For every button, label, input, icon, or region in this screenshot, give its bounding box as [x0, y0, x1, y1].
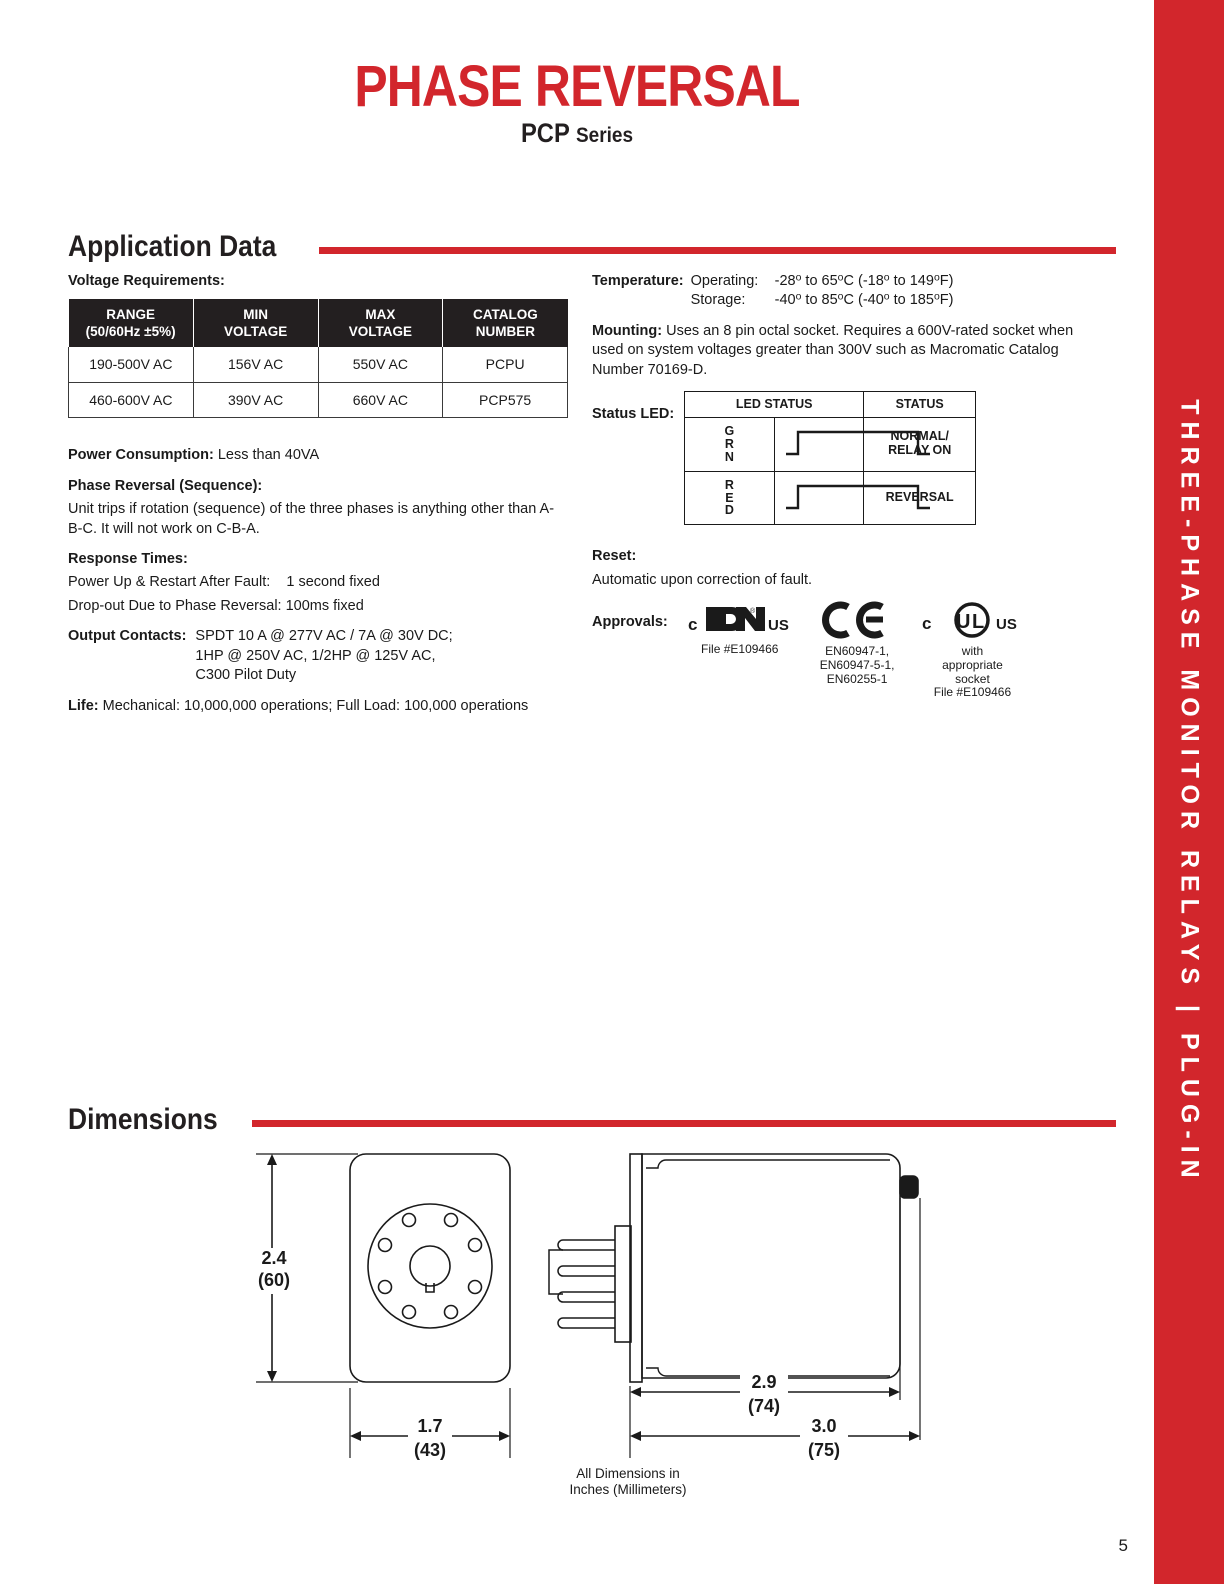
socket-key-notch — [426, 1283, 434, 1292]
approval-caption: File #E109466 — [701, 642, 779, 656]
status-led-table — [684, 391, 976, 525]
cell-max-voltage: 660V AC — [318, 382, 443, 418]
page-subtitle — [69, 118, 1085, 149]
svg-text:U: U — [956, 611, 971, 634]
power-consumption-row — [68, 446, 568, 465]
svg-text:c: c — [922, 614, 932, 634]
led-color-label-red — [685, 471, 775, 525]
dim-depth1-mm: (74) — [747, 1396, 781, 1416]
table-row-red — [685, 471, 976, 525]
temperature-storage-value: -40$^o$ to 85$^o$C (-40$^o$ to 185$^o$F) — [774, 292, 954, 309]
section-heading-application-data — [68, 232, 1116, 262]
voltage-requirements-label: Voltage Requirements: — [68, 273, 225, 289]
subtitle-series-code: PCP — [520, 118, 570, 148]
status-line1: NORMAL/ — [890, 429, 949, 444]
table-row — [69, 347, 568, 382]
approval-mark-culus — [920, 601, 1024, 700]
col-header-range — [69, 300, 194, 347]
section-heading-dimensions — [68, 1105, 1116, 1135]
response-time-power-up: Power Up & Restart After Fault: 1 second fixed — [68, 574, 380, 591]
ce-icon — [820, 601, 894, 639]
page-title: PHASE REVERSAL — [354, 54, 800, 119]
table-row — [69, 382, 568, 418]
dimensions-caption-line1: All Dimensions in — [576, 1466, 680, 1481]
side-tab — [1154, 0, 1224, 1584]
approval-caption: EN60255-1 — [826, 671, 888, 686]
phase-reversal-text: Unit trips if rotation (sequence) of the three phases is anything other than A-B-C. It will not work on C-B-A. — [68, 501, 555, 537]
col-header-range-line2: (50/60Hz ±5%) — [85, 323, 176, 339]
col-header-min-line2: VOLTAGE — [224, 323, 288, 339]
life-value: Mechanical: 10,000,000 operations; Full Load: 100,000 operations — [102, 697, 529, 714]
power-consumption-label: Power Consumption: — [68, 447, 214, 464]
col-header-max-voltage — [318, 300, 443, 347]
waveform-red — [774, 471, 864, 525]
reset-text: Automatic upon correction of fault. — [592, 571, 813, 588]
dim-depth2-mm: (75) — [807, 1440, 841, 1460]
approval-caption: with — [961, 644, 984, 658]
right-column — [592, 272, 1092, 700]
temperature-operating-value: -28$^o$ to 65$^o$C (-18$^o$ to 149$^o$F) — [774, 272, 954, 289]
col-header-min-voltage — [193, 300, 318, 347]
svg-text:®: ® — [749, 608, 755, 616]
svg-text:L: L — [972, 611, 985, 634]
output-contacts-line3: C300 Pilot Duty — [195, 667, 297, 684]
temperature-operating-label: Operating: — [690, 273, 759, 289]
mounting-label: Mounting: — [592, 322, 663, 339]
led-color-letter: D — [724, 503, 734, 518]
socket-outer-circle — [368, 1204, 492, 1328]
cell-max-voltage: 550V AC — [318, 347, 443, 382]
svg-text:US: US — [996, 616, 1018, 634]
phase-reversal-label: Phase Reversal (Sequence): — [68, 477, 263, 494]
temperature-storage-label: Storage: — [690, 292, 746, 309]
led-color-letter: E — [725, 490, 734, 505]
page-number: 5 — [1118, 1536, 1128, 1555]
dimensions-drawing — [230, 1140, 950, 1470]
table-header-row — [685, 392, 976, 418]
temperature-label-text: Temperature — [592, 273, 679, 289]
col-header-catalog-number — [443, 300, 568, 347]
temperature-label: Temperature: — [592, 273, 684, 289]
status-line2: RELAY ON — [888, 443, 952, 458]
output-contacts-label: Output Contacts: — [68, 628, 187, 645]
output-contacts-line2: 1HP @ 250V AC, 1/2HP @ 125V AC, — [195, 647, 436, 664]
cell-min-voltage: 156V AC — [193, 347, 318, 382]
response-time-dropout: Drop-out Due to Phase Reversal: 100ms fixed — [68, 597, 364, 614]
dim-width-mm: (43) — [413, 1440, 447, 1460]
output-contacts-line1: SPDT 10 A @ 277V AC / 7A @ 30V DC; — [195, 628, 453, 645]
socket-pin-holes — [379, 1214, 482, 1319]
left-column — [68, 272, 568, 727]
col-header-status: STATUS — [864, 392, 976, 418]
table-header-row — [69, 300, 568, 347]
dimensions-caption — [533, 1466, 723, 1498]
led-color-letter: R — [724, 477, 734, 492]
col-header-min-line1: MIN — [243, 307, 268, 323]
cell-catalog-number: PCP575 — [443, 382, 568, 418]
cell-range: 460-600V AC — [69, 382, 194, 418]
side-view-body — [642, 1154, 900, 1378]
cell-min-voltage: 390V AC — [193, 382, 318, 418]
approval-caption: appropriate — [942, 657, 1003, 672]
col-header-range-line1: RANGE — [106, 307, 155, 323]
approval-caption: EN60947-1, — [825, 644, 890, 658]
table-row-grn — [685, 417, 976, 471]
approval-caption: EN60947-5-1, — [819, 657, 895, 672]
col-header-catalog-line2: NUMBER — [475, 323, 535, 339]
col-header-max-line2: VOLTAGE — [348, 323, 412, 339]
c-ru-us-icon — [686, 601, 794, 637]
waveform-grn — [774, 417, 864, 471]
section-rule-red — [319, 247, 1116, 254]
side-view-adjust-knob — [900, 1176, 918, 1198]
status-line1: REVERSAL — [885, 490, 954, 505]
reset-label: Reset: — [592, 548, 637, 565]
approval-caption: File #E109466 — [933, 685, 1012, 700]
mounting-text: Uses an 8 pin octal socket. Requires a 600V-rated socket when used on system voltages greater than 300V such as Macromatic Catalog Number 70169-D. — [592, 322, 1074, 378]
side-view-pin-base — [615, 1226, 631, 1342]
section-title-dimensions: Dimensions — [68, 1103, 218, 1136]
approval-mark-ce — [820, 601, 895, 686]
dim-depth2-inches: 3.0 — [811, 1416, 837, 1436]
power-consumption-value: Less than 40VA — [217, 447, 320, 464]
cell-range: 190-500V AC — [69, 347, 194, 382]
approvals-block — [592, 601, 1092, 700]
socket-center-key — [410, 1246, 450, 1286]
dim-height-inches: 2.4 — [261, 1248, 287, 1268]
led-color-letter: N — [724, 449, 734, 464]
page-header — [0, 54, 1154, 149]
svg-text:c: c — [687, 615, 698, 635]
led-color-letter: G — [724, 424, 735, 439]
approval-mark-cruus — [686, 601, 794, 657]
subtitle-series-word: Series — [575, 122, 634, 147]
led-color-label-grn — [685, 417, 775, 471]
status-led-block — [592, 391, 1092, 525]
svg-text:US: US — [767, 617, 789, 635]
dim-width-inches: 1.7 — [417, 1416, 443, 1436]
front-view-body — [350, 1154, 510, 1382]
response-times-label: Response Times: — [68, 550, 188, 567]
col-header-max-line1: MAX — [365, 307, 396, 323]
dim-depth1-inches: 2.9 — [751, 1372, 777, 1392]
status-led-label: Status LED: — [592, 406, 675, 423]
col-header-catalog-line1: CATALOG — [473, 307, 538, 323]
approvals-label: Approvals: — [592, 614, 668, 631]
cell-catalog-number: PCPU — [443, 347, 568, 382]
dim-height-mm: (60) — [257, 1270, 291, 1290]
life-row — [68, 697, 568, 716]
life-label: Life: — [68, 697, 99, 714]
section-rule-red — [252, 1120, 1116, 1127]
output-contacts-block — [68, 627, 568, 685]
col-header-led-status: LED STATUS — [685, 392, 864, 418]
c-ul-us-icon — [920, 601, 1024, 639]
section-title-application-data: Application Data — [68, 230, 277, 263]
side-view-pins — [549, 1240, 615, 1328]
dimensions-caption-line2: Inches (Millimeters) — [569, 1482, 687, 1498]
side-tab-label: THREE-PHASE MONITOR RELAYS | PLUG-IN — [1175, 399, 1204, 1185]
mounting-row — [592, 322, 1092, 380]
voltage-requirements-table — [68, 299, 568, 418]
approval-caption: socket — [955, 671, 990, 686]
led-color-letter: R — [724, 436, 734, 451]
temperature-block — [592, 272, 1092, 311]
